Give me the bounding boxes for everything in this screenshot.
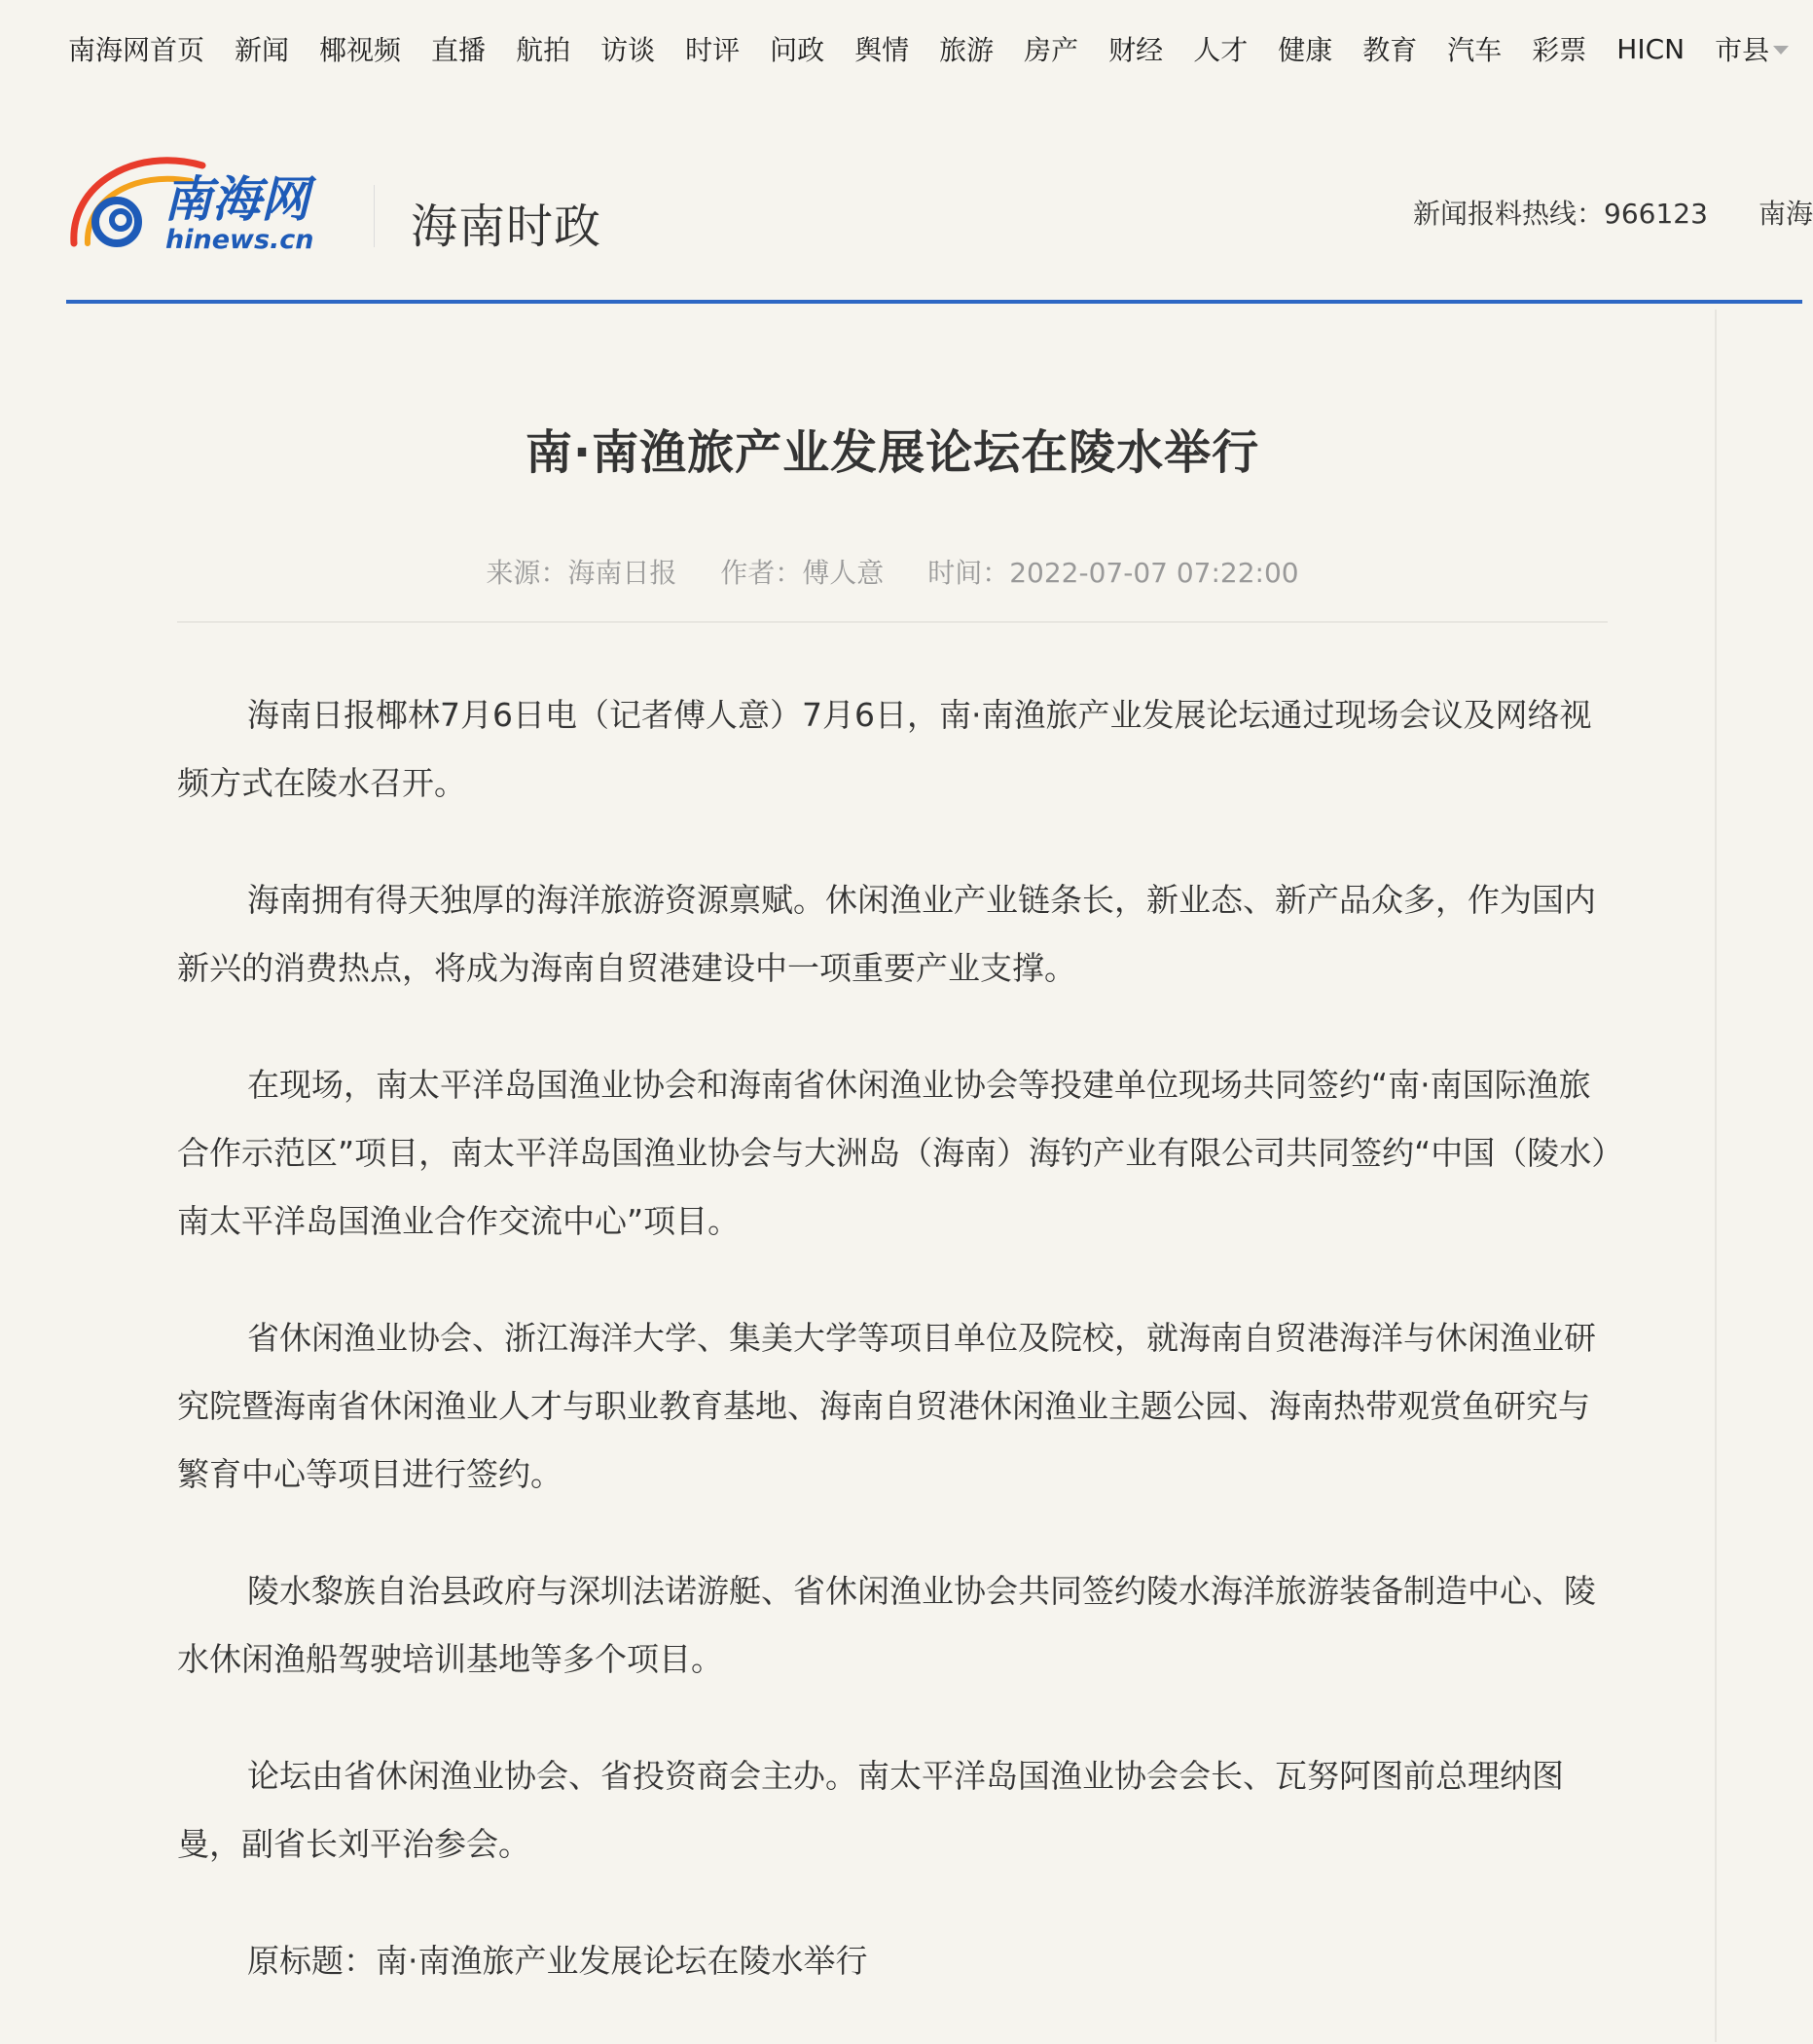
header-rule <box>66 300 1802 304</box>
channel-title[interactable]: 海南时政 <box>411 200 602 254</box>
nav-item-lottery[interactable]: 彩票 <box>1532 34 1587 66</box>
nav-item-hicn[interactable]: HICN <box>1616 32 1686 65</box>
news-hotline: 新闻报料热线：966123 <box>1413 198 1708 230</box>
nav-item-home[interactable]: 南海网首页 <box>68 34 205 66</box>
nav-item-live[interactable]: 直播 <box>431 34 487 66</box>
sidebar-divider <box>1715 310 1717 2042</box>
article-source: 来源：海南日报 <box>486 557 677 589</box>
article-paragraph: 海南拥有得天独厚的海洋旅游资源禀赋。休闲渔业产业链条长，新业态、新产品众多，作为国内新兴的消费热点，将成为海南自贸港建设中一项重要产业支撑。 <box>177 881 1596 987</box>
chevron-down-icon[interactable] <box>1773 46 1789 55</box>
header-right-link[interactable]: 南海 <box>1759 198 1813 230</box>
nav-item-education[interactable]: 教育 <box>1362 34 1418 66</box>
nav-item-news[interactable]: 新闻 <box>235 34 290 66</box>
article-paragraph: 海南日报椰林7月6日电（记者傅人意）7月6日，南·南渔旅产业发展论坛通过现场会议及网络视频方式在陵水召开。 <box>177 696 1592 802</box>
article-meta <box>177 552 1608 591</box>
site-logo[interactable] <box>66 146 348 258</box>
nav-item-counties[interactable]: 市县 <box>1715 34 1770 66</box>
logo-text-cn: 南海网 <box>163 171 309 228</box>
nav-item-talent[interactable]: 人才 <box>1193 34 1249 66</box>
nav-item-commentary[interactable]: 时评 <box>685 34 741 66</box>
article-title: 南·南渔旅产业发展论坛在陵水举行 <box>525 425 1260 480</box>
article-body <box>177 681 1608 2044</box>
meta-divider <box>177 621 1608 623</box>
article-time: 时间：2022-07-07 07:22:00 <box>927 557 1299 589</box>
nav-item-aerial[interactable]: 航拍 <box>516 34 571 66</box>
header-divider <box>374 185 375 247</box>
logo-swirl-inner <box>112 211 129 229</box>
article-paragraph: 在现场，南太平洋岛国渔业协会和海南省休闲渔业协会等投建单位现场共同签约“南·南国际渔旅合作示范区”项目，南太平洋岛国渔业协会与大洲岛（海南）海钓产业有限公司共同签约“中国（陵水）南太平洋岛国渔业合作交流中心”项目。 <box>177 1066 1608 1240</box>
nav-item-realestate[interactable]: 房产 <box>1024 34 1079 66</box>
article-paragraph: 陵水黎族自治县政府与深圳法诺游艇、省休闲渔业协会共同签约陵水海洋旅游装备制造中心、陵水休闲渔船驾驶培训基地等多个项目。 <box>177 1572 1596 1678</box>
nav-item-interview[interactable]: 访谈 <box>600 34 656 66</box>
top-nav <box>68 27 1789 70</box>
nav-item-auto[interactable]: 汽车 <box>1447 34 1503 66</box>
nav-item-travel[interactable]: 旅游 <box>939 34 995 66</box>
nav-item-opinion[interactable]: 舆情 <box>854 34 910 66</box>
article-original-title: 原标题：南·南渔旅产业发展论坛在陵水举行 <box>247 1942 868 1980</box>
nav-item-health[interactable]: 健康 <box>1278 34 1333 66</box>
article-paragraph: 论坛由省休闲渔业协会、省投资商会主办。南太平洋岛国渔业协会会长、瓦努阿图前总理纳图曼，副省长刘平治参会。 <box>177 1757 1564 1863</box>
article-paragraph: 省休闲渔业协会、浙江海洋大学、集美大学等项目单位及院校，就海南自贸港海洋与休闲渔业研究院暨海南省休闲渔业人才与职业教育基地、海南自贸港休闲渔业主题公园、海南热带观赏鱼研究与繁育中心等项目进行签约。 <box>177 1319 1596 1493</box>
nav-item-video[interactable]: 椰视频 <box>319 34 402 66</box>
nav-item-finance[interactable]: 财经 <box>1108 34 1164 66</box>
nav-item-inquiry[interactable]: 问政 <box>770 34 825 66</box>
article-author: 作者：傅人意 <box>720 557 885 589</box>
logo-text-en: hinews.cn <box>165 225 314 255</box>
